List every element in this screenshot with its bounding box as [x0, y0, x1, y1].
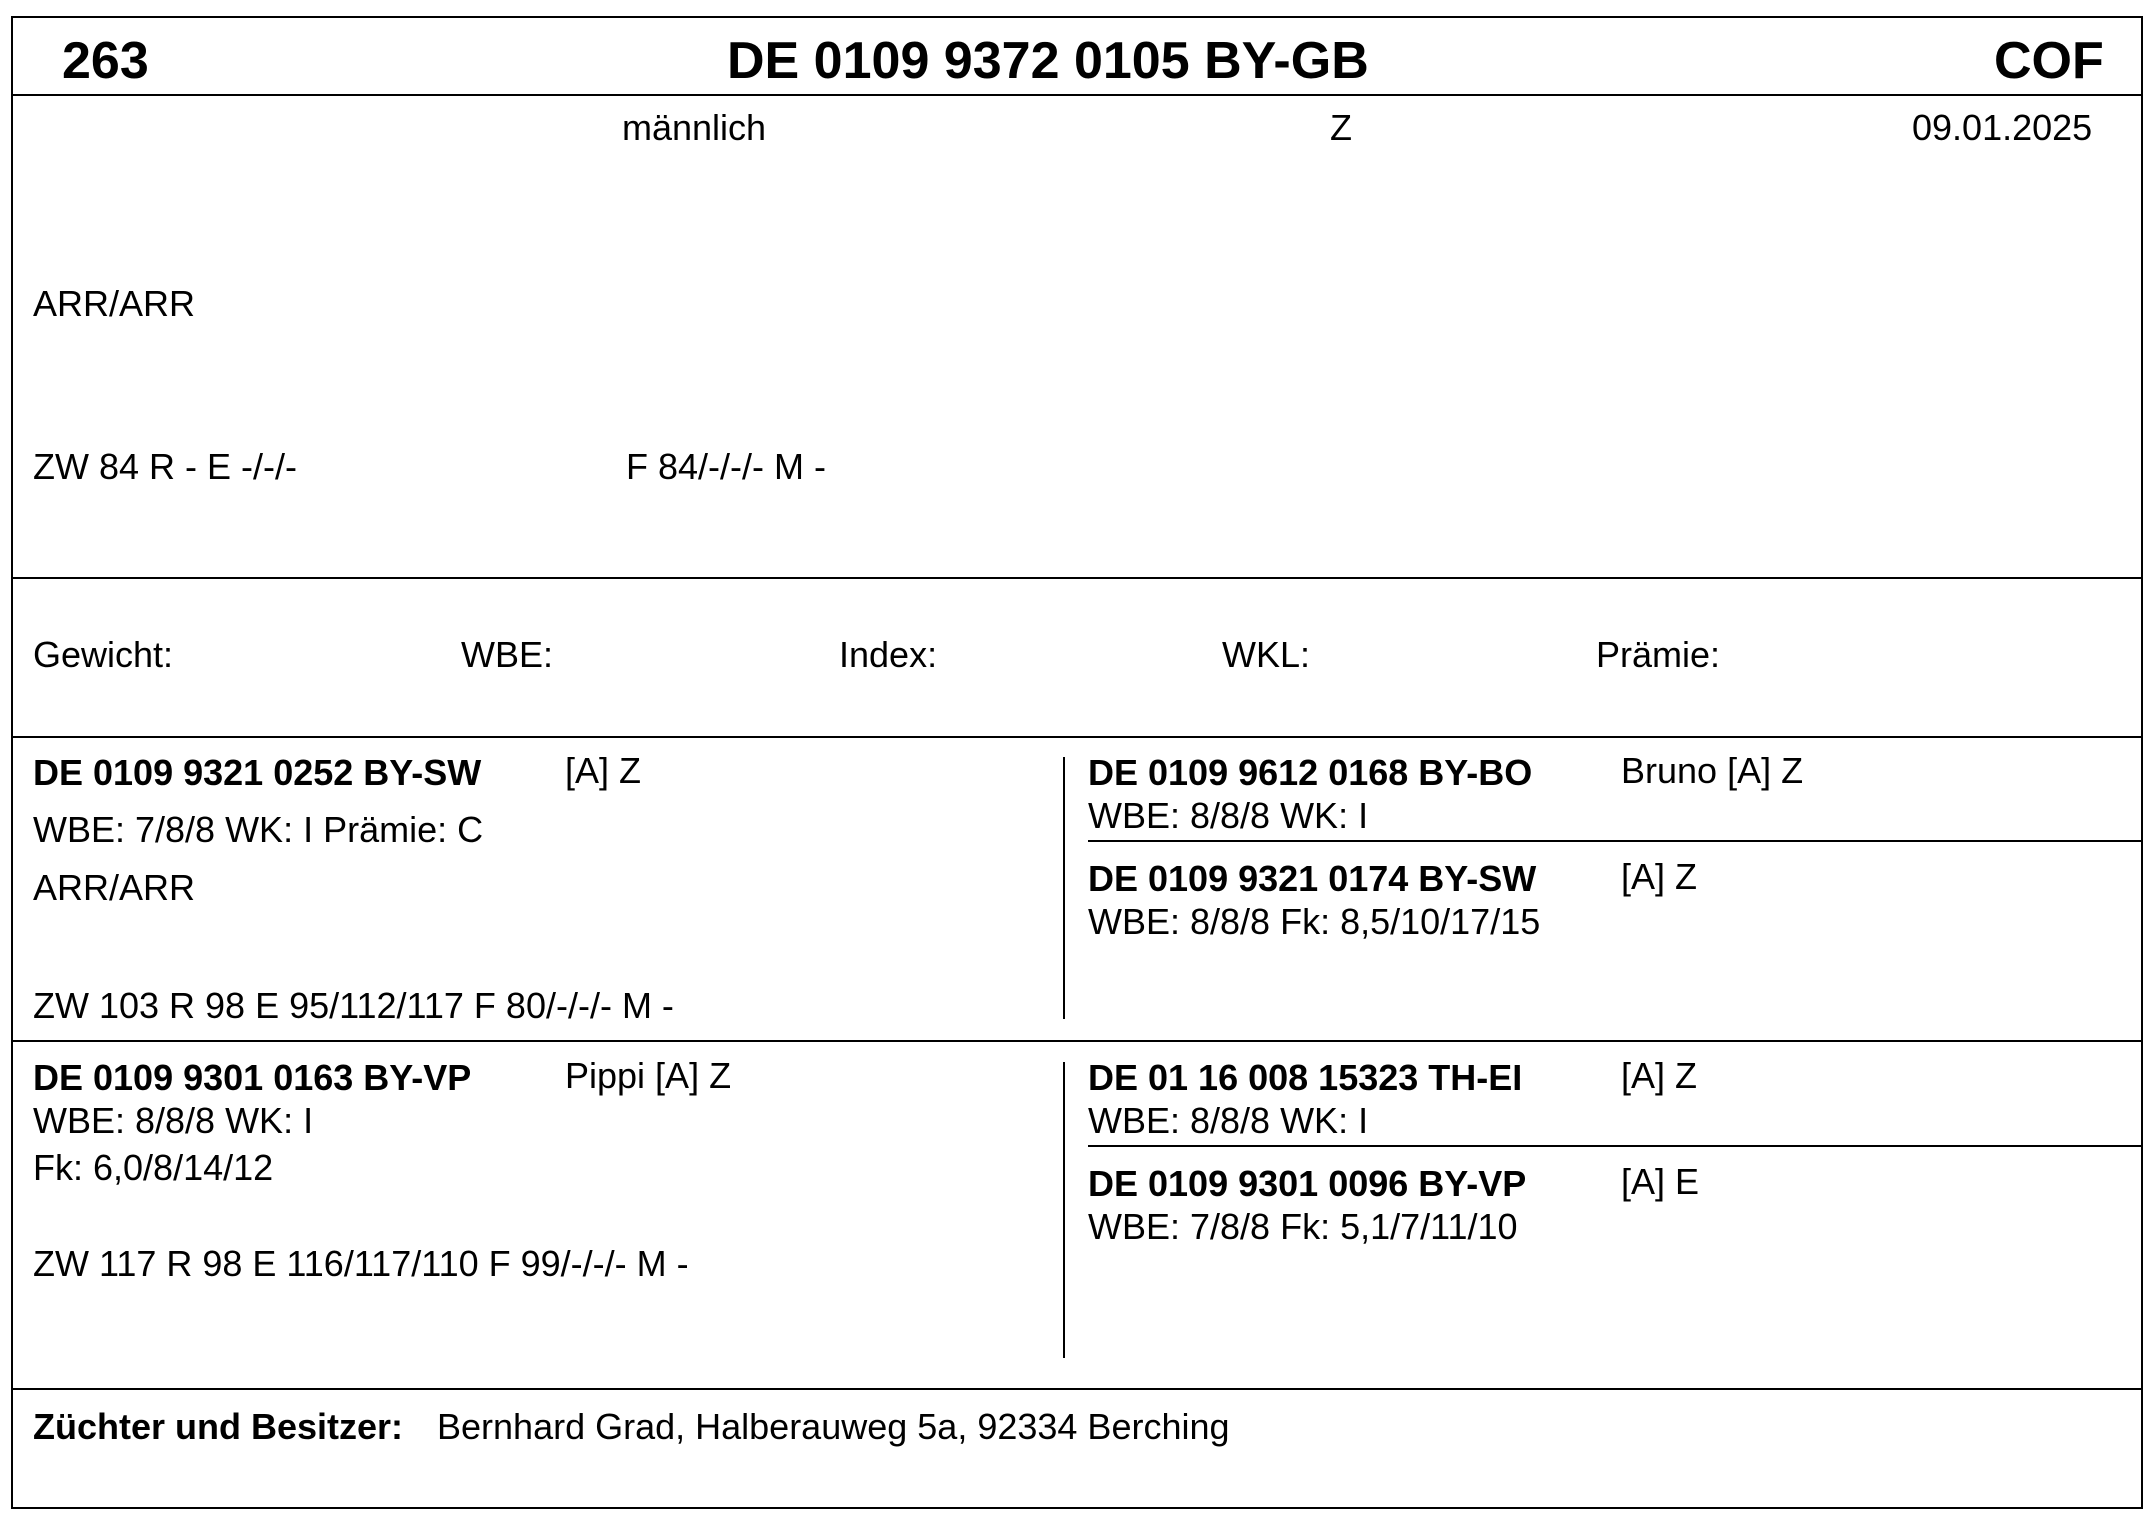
sire-sire-tag: Bruno [A] Z — [1621, 750, 1804, 791]
owner-value: Bernhard Grad, Halberauweg 5a, 92334 Berching — [437, 1406, 1230, 1447]
divider-sire-grandparents — [1088, 840, 2143, 842]
breed-code: COF — [1994, 32, 2104, 90]
divider-dam-column — [1063, 1062, 1065, 1358]
sire-sire-wbe: WBE: 8/8/8 WK: I — [1088, 795, 1369, 836]
weight-label: Gewicht: — [33, 634, 174, 675]
animal-date: 09.01.2025 — [1912, 107, 2093, 148]
wbe-label: WBE: — [461, 634, 554, 675]
animal-genotype: ARR/ARR — [33, 283, 196, 324]
divider-evaluation-top — [11, 577, 2143, 579]
dam-zw-line: ZW 117 R 98 E 116/117/110 F 99/-/-/- M - — [33, 1243, 689, 1284]
sire-id: DE 0109 9321 0252 BY-SW — [33, 752, 482, 793]
sire-dam-tag: [A] Z — [1621, 856, 1698, 897]
dam-tag: Pippi [A] Z — [565, 1055, 732, 1096]
dam-dam-id: DE 0109 9301 0096 BY-VP — [1088, 1163, 1527, 1204]
sire-zw-line: ZW 103 R 98 E 95/112/117 F 80/-/-/- M - — [33, 985, 674, 1026]
catalog-number: 263 — [62, 32, 149, 90]
dam-sire-id: DE 01 16 008 15323 TH-EI — [1088, 1057, 1523, 1098]
praemie-label: Prämie: — [1596, 634, 1721, 675]
dam-sire-wbe: WBE: 8/8/8 WK: I — [1088, 1100, 1369, 1141]
dam-dam-wbe: WBE: 7/8/8 Fk: 5,1/7/11/10 — [1088, 1206, 1518, 1247]
divider-header — [11, 94, 2143, 96]
animal-zw-line: ZW 84 R - E -/-/- — [33, 446, 297, 487]
sire-tag: [A] Z — [565, 750, 642, 791]
dam-fk: Fk: 6,0/8/14/12 — [33, 1147, 274, 1188]
dam-wbe: WBE: 8/8/8 WK: I — [33, 1100, 314, 1141]
divider-dam-grandparents — [1088, 1145, 2143, 1147]
dam-dam-tag: [A] E — [1621, 1161, 1700, 1202]
dam-id: DE 0109 9301 0163 BY-VP — [33, 1057, 472, 1098]
sire-wbe: WBE: 7/8/8 WK: I Prämie: C — [33, 809, 484, 850]
divider-sire-column — [1063, 757, 1065, 1019]
divider-evaluation-bottom — [11, 736, 2143, 738]
divider-footer — [11, 1388, 2143, 1390]
sire-sire-id: DE 0109 9612 0168 BY-BO — [1088, 752, 1533, 793]
animal-status: Z — [1330, 107, 1352, 148]
sire-genotype: ARR/ARR — [33, 867, 196, 908]
animal-sex: männlich — [622, 107, 767, 148]
wkl-label: WKL: — [1222, 634, 1311, 675]
sire-dam-id: DE 0109 9321 0174 BY-SW — [1088, 858, 1537, 899]
dam-sire-tag: [A] Z — [1621, 1055, 1698, 1096]
animal-f-line: F 84/-/-/- M - — [626, 446, 826, 487]
owner-label: Züchter und Besitzer: — [33, 1406, 404, 1447]
animal-id: DE 0109 9372 0105 BY-GB — [727, 32, 1369, 90]
divider-sire-dam — [11, 1040, 2143, 1042]
index-label: Index: — [839, 634, 938, 675]
sire-dam-wbe: WBE: 8/8/8 Fk: 8,5/10/17/15 — [1088, 901, 1541, 942]
